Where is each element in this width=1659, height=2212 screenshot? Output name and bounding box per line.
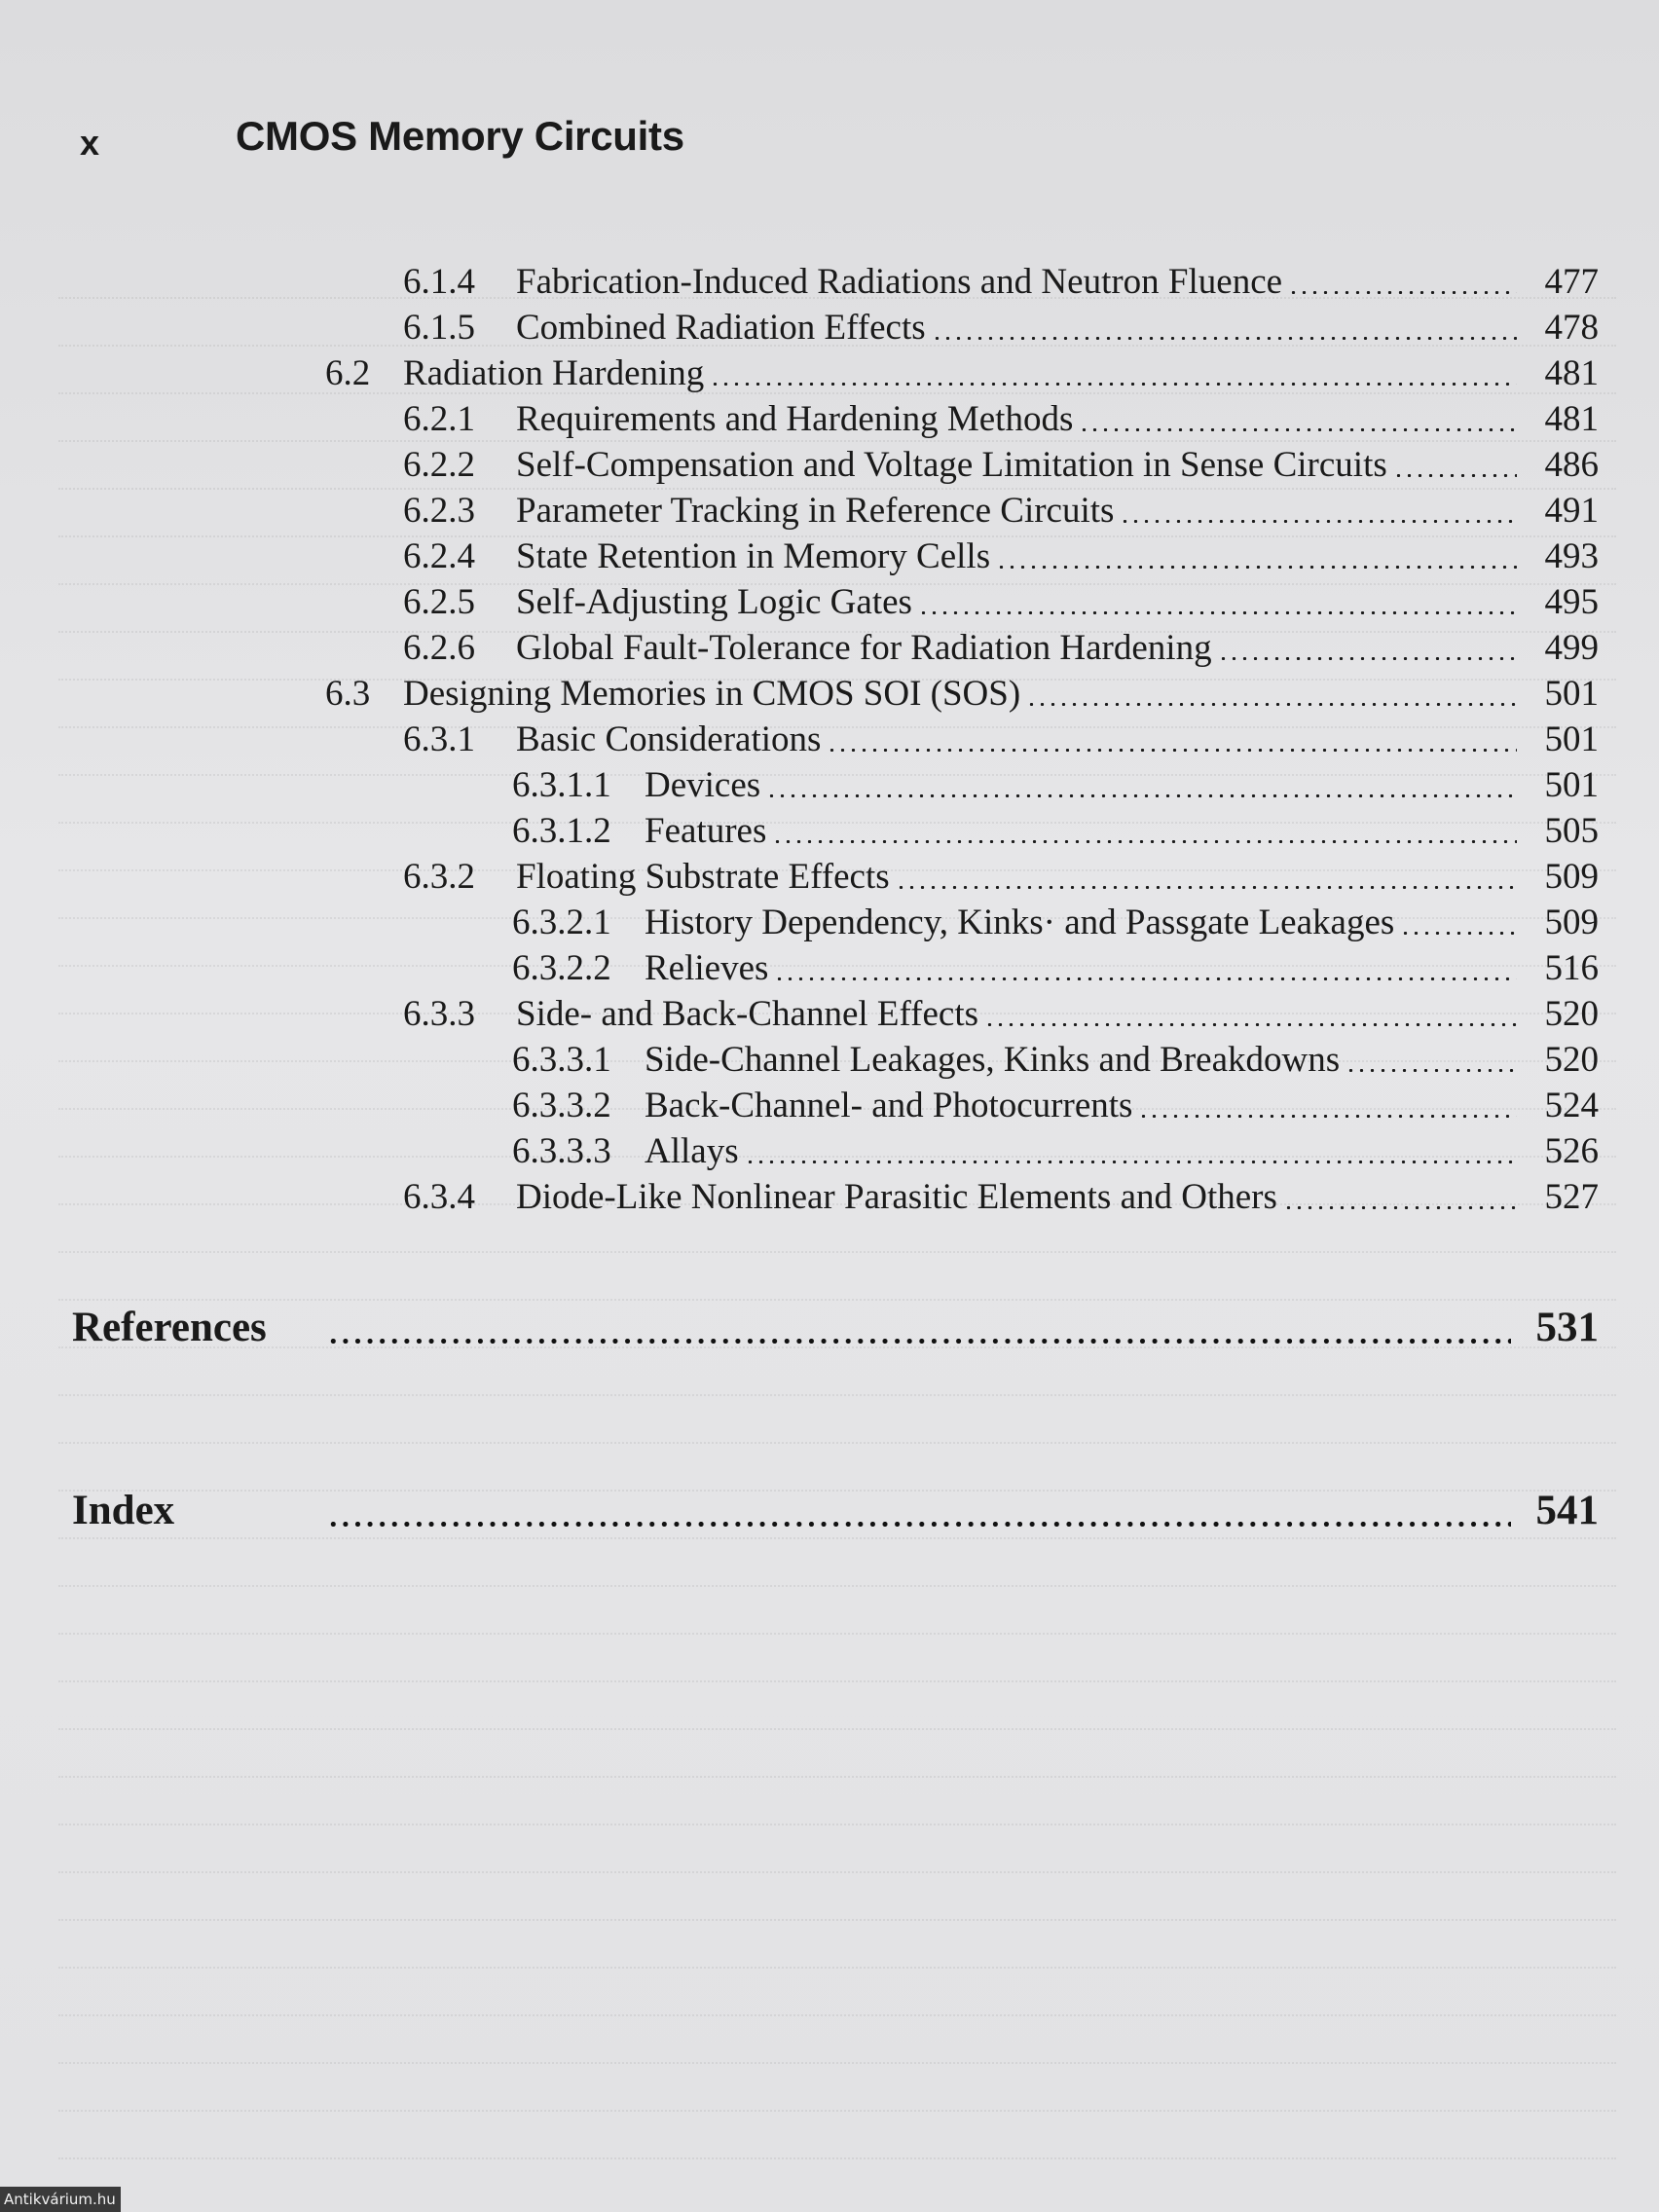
dot-leader bbox=[896, 886, 1517, 889]
toc-entry-number: 6.3.3 bbox=[403, 994, 475, 1034]
toc-entry-number: 6.3.3.1 bbox=[512, 1040, 611, 1080]
dot-leader bbox=[932, 337, 1517, 340]
toc-entry-page: 481 bbox=[1544, 399, 1599, 439]
dot-leader bbox=[1346, 1069, 1517, 1072]
dot-leader bbox=[1026, 703, 1517, 706]
toc-entry[interactable] bbox=[0, 713, 1659, 757]
toc-entry-page: 499 bbox=[1544, 628, 1599, 668]
toc-entry-number: 6.3.1 bbox=[403, 719, 475, 759]
dot-leader bbox=[1283, 1206, 1517, 1209]
toc-entry-page: 477 bbox=[1544, 262, 1599, 302]
toc-entry-page: 501 bbox=[1544, 719, 1599, 759]
toc-entry-page: 526 bbox=[1544, 1131, 1599, 1171]
toc-entry-title: Floating Substrate Effects bbox=[516, 857, 890, 897]
dot-leader bbox=[1218, 657, 1517, 660]
toc-entry-number: 6.3 bbox=[325, 674, 371, 714]
toc-entry[interactable] bbox=[0, 896, 1659, 940]
toc-entry-number: 6.1.5 bbox=[403, 308, 475, 348]
toc-entry-page: 509 bbox=[1544, 903, 1599, 942]
watermark: Antikvárium.hu bbox=[0, 2187, 121, 2212]
dot-leader bbox=[774, 977, 1517, 980]
toc-entry-number: 6.1.4 bbox=[403, 262, 475, 302]
toc-entry[interactable] bbox=[0, 1124, 1659, 1169]
toc-entry-title: Fabrication-Induced Radiations and Neutron Fluence bbox=[516, 262, 1283, 302]
major-entry-page: 531 bbox=[1535, 1305, 1599, 1350]
toc-entry[interactable] bbox=[0, 1079, 1659, 1124]
toc-entry-number: 6.3.2.2 bbox=[512, 948, 611, 988]
toc-entry-number: 6.3.2.1 bbox=[512, 903, 611, 942]
toc-entry-page: 509 bbox=[1544, 857, 1599, 897]
dot-leader bbox=[1079, 428, 1517, 431]
toc-entry-number: 6.2.6 bbox=[403, 628, 475, 668]
toc-entry-title: Features bbox=[645, 811, 767, 851]
toc-entry[interactable] bbox=[0, 987, 1659, 1032]
toc-entry-number: 6.3.2 bbox=[403, 857, 475, 897]
toc-entry-title: Diode-Like Nonlinear Parasitic Elements and Others bbox=[516, 1177, 1277, 1217]
dot-leader bbox=[327, 1522, 1511, 1527]
toc-entry[interactable] bbox=[0, 850, 1659, 895]
dot-leader bbox=[1393, 474, 1517, 477]
toc-entry[interactable] bbox=[0, 1170, 1659, 1215]
major-entry-title: Index bbox=[72, 1488, 175, 1533]
toc-entry-page: 491 bbox=[1544, 491, 1599, 531]
toc-entry[interactable] bbox=[0, 941, 1659, 986]
toc-entry-page: 505 bbox=[1544, 811, 1599, 851]
toc-entry-title: Global Fault-Tolerance for Radiation Hardening bbox=[516, 628, 1212, 668]
dot-leader bbox=[1120, 520, 1517, 523]
toc-entry-page: 486 bbox=[1544, 445, 1599, 485]
toc-entry[interactable] bbox=[0, 621, 1659, 666]
toc-entry-title: Designing Memories in CMOS SOI (SOS) bbox=[403, 674, 1021, 714]
toc-entry[interactable] bbox=[0, 530, 1659, 574]
major-entry-title: References bbox=[72, 1305, 267, 1350]
toc-entry-number: 6.3.1.1 bbox=[512, 765, 611, 805]
toc-major-index[interactable] bbox=[0, 1480, 1659, 1534]
toc-entry-number: 6.3.3.2 bbox=[512, 1086, 611, 1125]
toc-entry-title: Back-Channel- and Photocurrents bbox=[645, 1086, 1133, 1125]
toc-entry-page: 520 bbox=[1544, 1040, 1599, 1080]
toc-entry[interactable] bbox=[0, 758, 1659, 803]
toc-entry-page: 501 bbox=[1544, 674, 1599, 714]
toc-entry[interactable] bbox=[0, 255, 1659, 300]
toc-entry-number: 6.2.3 bbox=[403, 491, 475, 531]
toc-entry-page: 520 bbox=[1544, 994, 1599, 1034]
toc-entry-title: Requirements and Hardening Methods bbox=[516, 399, 1074, 439]
dot-leader bbox=[1288, 291, 1517, 294]
toc-entry[interactable] bbox=[0, 301, 1659, 346]
toc-entry-title: Self-Compensation and Voltage Limitation in Sense Circuits bbox=[516, 445, 1387, 485]
dot-leader bbox=[918, 611, 1517, 614]
toc-entry-number: 6.2.5 bbox=[403, 582, 475, 622]
toc-entry[interactable] bbox=[0, 804, 1659, 849]
toc-entry-page: 501 bbox=[1544, 765, 1599, 805]
toc-entry-title: Devices bbox=[645, 765, 761, 805]
toc-entry-page: 527 bbox=[1544, 1177, 1599, 1217]
toc-major-references[interactable] bbox=[0, 1297, 1659, 1351]
toc-entry-page: 495 bbox=[1544, 582, 1599, 622]
dot-leader bbox=[745, 1161, 1517, 1163]
toc-entry-number: 6.3.4 bbox=[403, 1177, 475, 1217]
dot-leader bbox=[984, 1023, 1517, 1026]
toc-entry[interactable] bbox=[0, 667, 1659, 712]
page-header bbox=[0, 109, 1659, 167]
toc-entry-title: Basic Considerations bbox=[516, 719, 822, 759]
dot-leader bbox=[327, 1339, 1511, 1344]
toc-entry-title: Allays bbox=[645, 1131, 739, 1171]
toc-entry-title: Self-Adjusting Logic Gates bbox=[516, 582, 912, 622]
toc-entry-title: Side-Channel Leakages, Kinks and Breakdowns bbox=[645, 1040, 1341, 1080]
book-title: CMOS Memory Circuits bbox=[236, 113, 684, 159]
toc-entry-number: 6.2 bbox=[325, 353, 371, 393]
toc-entry-title: State Retention in Memory Cells bbox=[516, 536, 991, 576]
toc-entry-title: Side- and Back-Channel Effects bbox=[516, 994, 979, 1034]
dot-leader bbox=[996, 566, 1517, 569]
toc-entry-page: 516 bbox=[1544, 948, 1599, 988]
toc-entry-title: Parameter Tracking in Reference Circuits bbox=[516, 491, 1115, 531]
dot-leader bbox=[827, 749, 1517, 752]
toc-entry-number: 6.2.1 bbox=[403, 399, 475, 439]
toc-entry-number: 6.2.4 bbox=[403, 536, 475, 576]
toc-entry[interactable] bbox=[0, 438, 1659, 483]
toc-entry-page: 478 bbox=[1544, 308, 1599, 348]
major-entry-page: 541 bbox=[1535, 1488, 1599, 1533]
toc-entry-number: 6.3.3.3 bbox=[512, 1131, 611, 1171]
toc-entry-page: 493 bbox=[1544, 536, 1599, 576]
toc-entry-number: 6.2.2 bbox=[403, 445, 475, 485]
toc-entry-title: Relieves bbox=[645, 948, 769, 988]
toc-entry[interactable] bbox=[0, 484, 1659, 529]
dot-leader bbox=[1400, 932, 1517, 935]
toc-entry[interactable] bbox=[0, 1033, 1659, 1078]
toc-entry-page: 481 bbox=[1544, 353, 1599, 393]
toc-entry-title: Radiation Hardening bbox=[403, 353, 705, 393]
dot-leader bbox=[1138, 1115, 1517, 1118]
toc-entry[interactable] bbox=[0, 347, 1659, 391]
dot-leader bbox=[772, 840, 1517, 843]
toc-entry-title: History Dependency, Kinks· and Passgate Leakages bbox=[645, 903, 1395, 942]
page-number: x bbox=[80, 123, 100, 163]
toc-entry[interactable] bbox=[0, 392, 1659, 437]
dot-leader bbox=[766, 794, 1517, 797]
toc-entry[interactable] bbox=[0, 575, 1659, 620]
toc-entry-title: Combined Radiation Effects bbox=[516, 308, 926, 348]
toc-entry-number: 6.3.1.2 bbox=[512, 811, 611, 851]
dot-leader bbox=[710, 383, 1517, 386]
toc-entry-page: 524 bbox=[1544, 1086, 1599, 1125]
